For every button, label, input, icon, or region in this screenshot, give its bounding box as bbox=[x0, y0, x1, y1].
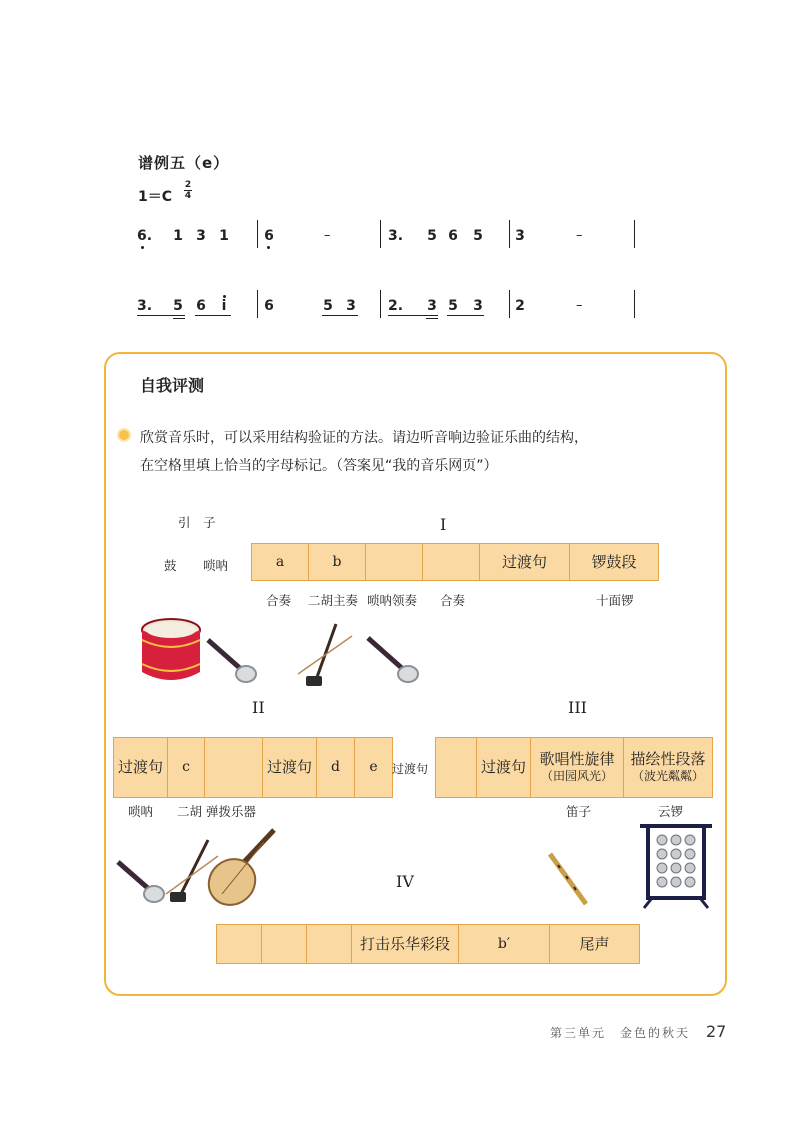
panel-title: 自我评测 bbox=[140, 376, 205, 395]
note: 1 bbox=[173, 228, 183, 244]
structure-cell: 锣鼓段 bbox=[591, 552, 637, 571]
dizi-icon bbox=[546, 852, 590, 908]
erhu-icon bbox=[296, 622, 354, 688]
barline bbox=[509, 220, 510, 248]
instruction-text bbox=[140, 424, 700, 480]
unit-footer: 第三单元 金色的秋天 bbox=[550, 1026, 691, 1040]
note: 3. bbox=[388, 228, 404, 244]
cell-main: 歌唱性旋律 bbox=[539, 749, 615, 768]
section-roman-2: II bbox=[252, 698, 265, 717]
instrument-label: 二胡主奏 bbox=[308, 593, 359, 608]
instrument-label: 唢呐 bbox=[128, 804, 154, 819]
note: 6 bbox=[263, 228, 275, 244]
instrument-label: 二胡 弹拨乐器 bbox=[177, 804, 256, 819]
note: 6 bbox=[264, 298, 274, 314]
answer-blank[interactable] bbox=[423, 544, 480, 580]
note: 2 bbox=[515, 298, 525, 314]
section-roman-1: I bbox=[440, 515, 447, 534]
note: 3 bbox=[196, 228, 206, 244]
structure-cell: c bbox=[168, 738, 205, 797]
instrument-label: 唢呐领奏 bbox=[367, 593, 418, 608]
structure-cell bbox=[531, 738, 624, 797]
underline bbox=[426, 318, 438, 319]
note-dash: – bbox=[576, 228, 583, 243]
structure-cell: a bbox=[252, 544, 309, 580]
drum-icon bbox=[138, 616, 204, 688]
cell-sub: （波光粼粼） bbox=[631, 768, 704, 783]
pipa-icon bbox=[204, 826, 280, 908]
note: 6. bbox=[137, 228, 149, 244]
note: 1 bbox=[219, 228, 229, 244]
structure-cell: 过渡句 bbox=[480, 544, 570, 580]
time-signature bbox=[184, 180, 192, 201]
time-bottom: 4 bbox=[184, 191, 192, 201]
note-dash: – bbox=[324, 228, 331, 243]
underline bbox=[388, 315, 438, 316]
key-signature: 1＝C bbox=[138, 189, 173, 205]
intro-label: 引 子 bbox=[178, 515, 216, 530]
section-roman-3: III bbox=[568, 698, 587, 717]
structure-cell bbox=[624, 738, 712, 797]
instrument-label: 十面锣 bbox=[596, 593, 634, 608]
underline bbox=[173, 318, 185, 319]
note: 6 bbox=[448, 228, 458, 244]
structure-cell: d bbox=[317, 738, 355, 797]
drum-label: 鼓 bbox=[164, 558, 177, 573]
barline bbox=[257, 290, 258, 318]
yunluo-icon bbox=[638, 820, 714, 910]
answer-blank[interactable] bbox=[205, 738, 263, 797]
structure-strip-4 bbox=[216, 924, 640, 964]
instruction-line-1: 欣赏音乐时，可以采用结构验证的方法。请边听音响边验证乐曲的结构， bbox=[140, 430, 588, 446]
structure-cell: 过渡句 bbox=[114, 738, 168, 797]
answer-blank[interactable] bbox=[307, 925, 352, 963]
note: 3 bbox=[427, 298, 437, 314]
instrument-label: 合奏 bbox=[266, 593, 292, 608]
underline bbox=[447, 315, 484, 316]
note: 6 bbox=[196, 298, 206, 314]
note: 3. bbox=[137, 298, 153, 314]
underline bbox=[322, 315, 358, 316]
instrument-label: 笛子 bbox=[566, 804, 592, 819]
structure-cell: e bbox=[369, 759, 378, 775]
note-dash: – bbox=[576, 298, 583, 313]
page-number: 27 bbox=[706, 1022, 727, 1041]
structure-cell: 过渡句 bbox=[263, 738, 317, 797]
suona-icon bbox=[114, 858, 166, 906]
suona-icon bbox=[204, 636, 258, 686]
structure-strip-2 bbox=[113, 737, 393, 798]
structure-strip-1 bbox=[251, 543, 659, 581]
answer-blank[interactable] bbox=[436, 738, 477, 797]
barline bbox=[509, 290, 510, 318]
time-top: 2 bbox=[184, 180, 192, 190]
cell-sub: （田园风光） bbox=[540, 768, 613, 783]
instruction-line-2: 在空格里填上恰当的字母标记。（答案见“我的音乐网页”） bbox=[140, 458, 498, 474]
instrument-label: 合奏 bbox=[440, 593, 466, 608]
note: 3 bbox=[346, 298, 356, 314]
underline bbox=[137, 315, 185, 316]
note: i bbox=[218, 298, 230, 314]
structure-cell: 尾声 bbox=[579, 934, 610, 953]
barline bbox=[634, 290, 635, 318]
instrument-label: 云锣 bbox=[658, 804, 684, 819]
underline bbox=[195, 315, 231, 316]
suona-icon bbox=[364, 634, 420, 686]
section-roman-4: IV bbox=[396, 872, 414, 891]
note: 3 bbox=[473, 298, 483, 314]
structure-cell: b′ bbox=[459, 925, 550, 963]
suona-label: 唢呐 bbox=[203, 558, 229, 573]
bullet-icon bbox=[119, 430, 129, 440]
note: 2. bbox=[388, 298, 404, 314]
structure-cell: b bbox=[309, 544, 366, 580]
barline bbox=[634, 220, 635, 248]
note: 3 bbox=[515, 228, 525, 244]
note: 5 bbox=[427, 228, 437, 244]
score-title: 谱例五（e） bbox=[138, 154, 230, 172]
answer-blank[interactable] bbox=[366, 544, 423, 580]
cell-main: 描绘性段落 bbox=[630, 749, 706, 768]
note: 5 bbox=[448, 298, 458, 314]
note: 5 bbox=[323, 298, 333, 314]
transition-label: 过渡句 bbox=[392, 762, 429, 776]
structure-cell: 打击乐华彩段 bbox=[352, 925, 459, 963]
structure-strip-3 bbox=[435, 737, 713, 798]
note: 5 bbox=[473, 228, 483, 244]
note: 5 bbox=[173, 298, 183, 314]
barline bbox=[380, 290, 381, 318]
answer-blank[interactable] bbox=[217, 925, 262, 963]
structure-cell: 过渡句 bbox=[477, 738, 531, 797]
barline bbox=[380, 220, 381, 248]
answer-blank[interactable] bbox=[262, 925, 307, 963]
barline bbox=[257, 220, 258, 248]
